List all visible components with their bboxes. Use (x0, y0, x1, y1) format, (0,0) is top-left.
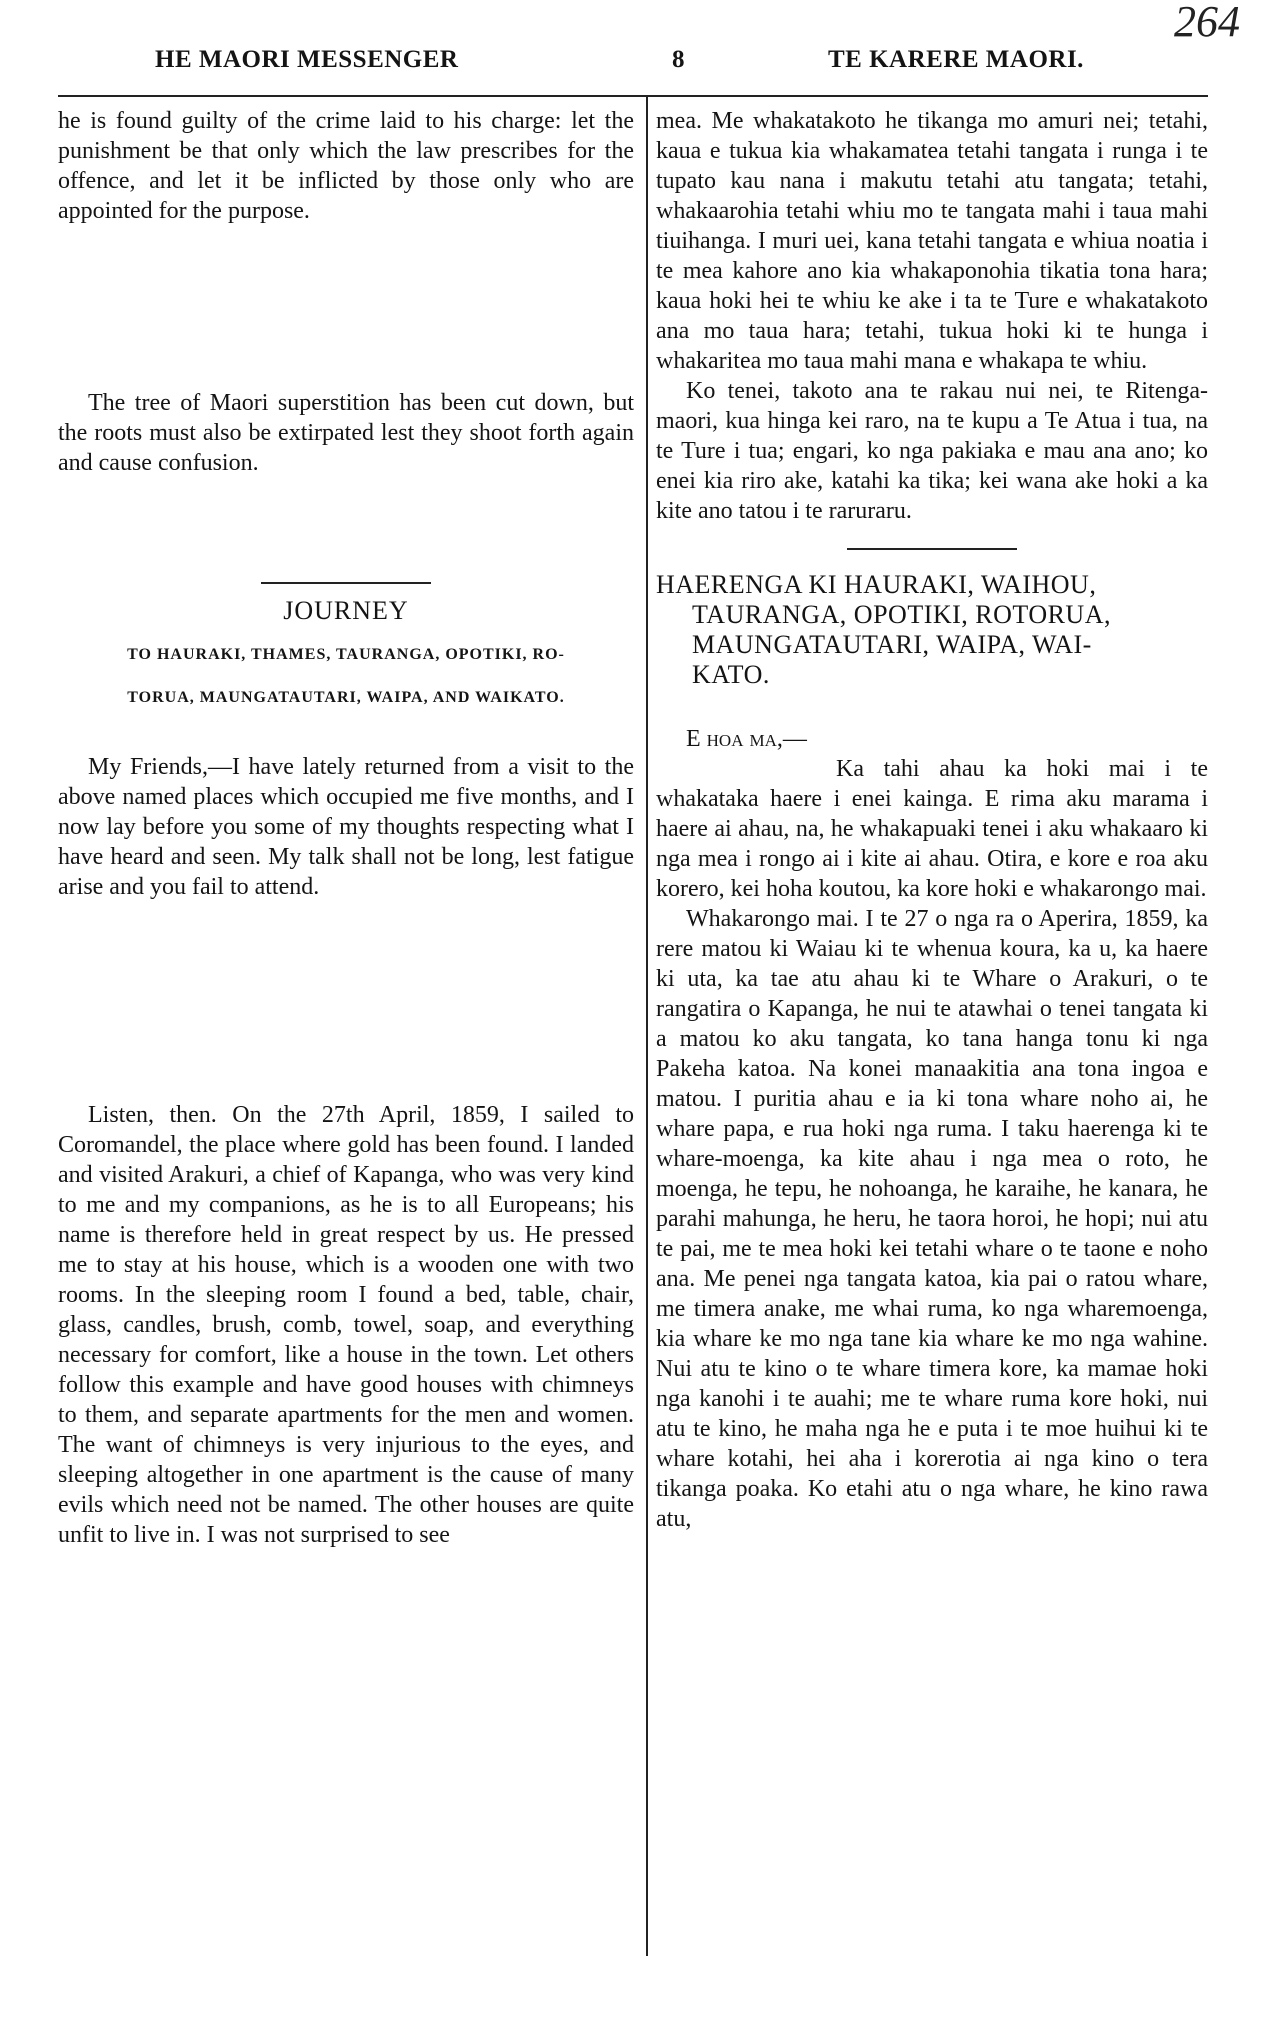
paragraph-mea: mea. Me whakatakoto he tikanga mo amuri nei; tetahi, kaua e tukua kia whakamatea tetahi tangata i runga i te tupato kau nana i makutu tetahi atu tangata; tetahi, whakaarohia tetahi whiu mo te tangata mahi i taua mahi tiuihanga. I muri uei, kana tetahi tangata e whiua noatia i te mea kahore ano kia whakaponohia tikatia tona hara; kaua hoki hei te whiu ke ake i ta te Ture e whakatakoto ana mo taua hara; tetahi, tukua hoki ki te hunga i whakaritea mo taua mahi mana e whakapa te whiu. (656, 108, 1208, 374)
english-column (58, 106, 634, 1550)
spacer (58, 902, 634, 1100)
header-rule (58, 95, 1208, 97)
haerenga-heading-line1: HAERENGA KI HAURAKI, WAIHOU, (656, 570, 1097, 599)
paragraph-listen: Listen, then. On the 27th April, 1859, I sailed to Coromandel, the place where gold has been found. I landed and visited Arakuri, a chief of Kapanga, who was very kind to me and my companions, as he is to all Europeans; his name is therefore held in great respect by us. He pressed me to stay at his house, which is a wooden one with two rooms. In the sleeping room I found a bed, table, chair, glass, candles, brush, comb, towel, soap, and everything necessary for comfort, like a house in the town. Let others follow this example and have good houses with chimneys to them, and separate apartments for the men and women. The want of chimneys is very injurious to the eyes, and sleeping altogether in one apartment is the cause of many evils which need not be named. The other houses are quite unfit to live in. I was not surprised to see (58, 1102, 634, 1548)
paragraph-my-friends: My Friends,—I have lately returned from a visit to the above named places which occupied me five months, and I now lay before you some of my thoughts respecting what I have heard and seen. My talk shall not be long, lest fatigue arise and you fail to attend. (58, 754, 634, 900)
column-divider (646, 96, 648, 1956)
page-number: 8 (672, 46, 685, 73)
haerenga-heading-line3: MAUNGATAUTARI, WAIPA, WAI- (692, 630, 1092, 659)
running-head-english: HE MAORI MESSENGER (155, 46, 459, 73)
paragraph-ko-tenei: Ko tenei, takoto ana te rakau nui nei, te Ritenga-maori, kua hinga kei raro, na te kupu a Te Atua i tua, na te Ture i tua; engari, ko nga pakiaka e mau ana ano; ko enei kia riro ake, katahi ka tika; kei wana ake hoki a ka kite ano tatou i te raruraru. (656, 378, 1208, 524)
running-head-maori: TE KARERE MAORI. (828, 46, 1084, 73)
journey-heading: JOURNEY (283, 596, 409, 625)
paragraph-whakarongo: Whakarongo mai. I te 27 o nga ra o Aperira, 1859, ka rere matou ki Waiau ki te whenua koura, ka u, ka haere ki uta, ka tae atu ahau ki te Whare o Arakuri, o te rangatira o Kapanga, he nui te atawhai o tenei tangata ki a matou ko aku tangata, ko tana hanga tonu ki nga Pakeha katoa. Na konei manaakitia ana tona ingoa e matou. I puritia ahau e ia ki tona whare noho ai, he whare papa, e rua hoki nga ruma. I taku haerenga ki te whare-moenga, ka kite ahau i nga mea o roto, he moenga, he tepu, he nohoanga, he karaihe, he kanara, he parahi mahunga, he heru, he taora horoi, he hopi; nui atu te pai, me te mea hoki kei tetahi whare o te taone e noho ana. Me penei nga tangata katoa, kia pai o ratou whare, me timera anake, me whai ruma, ko nga wharemoenga, kia whare ke mo nga tane kia whare ke mo nga wahine. Nui atu te kino o te whare timera kore, ka mamae hoki nga kanohi i te auahi; me te whare ruma kore hoki, nui atu te kino, he maha nga he e puta i te moe huihui ki te whare kotahi, hei aha i korerotia ai nga kino o tera tikanga poaka. Ko etahi atu o nga whare, he kino rawa atu, (656, 906, 1208, 1532)
haerenga-heading-line4: KATO. (692, 660, 770, 689)
haerenga-heading-line2: TAURANGA, OPOTIKI, ROTORUA, (692, 600, 1111, 629)
journey-subheading-line1: TO HAURAKI, THAMES, TAURANGA, OPOTIKI, RO- (127, 646, 565, 663)
handwritten-page-number: 264 (1174, 0, 1240, 46)
spacer (58, 226, 634, 388)
paragraph-ka-tahi: Ka tahi ahau ka hoki mai i te whakataka haere i enei kainga. E rima aku marama i haere ai ahau, na, he whakapuaki tenei i aku whakaaro ki nga mea i rongo ai i kite ai ahau. Otira, e kore e roa aku korero, kei hoha koutou, ka kore hoki e whakarongo mai. (656, 756, 1208, 902)
haerenga-heading (656, 570, 1208, 690)
maori-column (656, 106, 1208, 1534)
paragraph-superstition: The tree of Maori superstition has been cut down, but the roots must also be extirpated lest they shoot forth again and cause confusion. (58, 390, 634, 476)
salutation: E hoa ma,— (686, 726, 807, 752)
spacer (58, 478, 634, 582)
journey-subheading-line2: TORUA, MAUNGATAUTARI, WAIPA, AND WAIKATO. (127, 689, 565, 706)
paragraph-crime: he is found guilty of the crime laid to his charge: let the punishment be that only which the law prescribes for the offence, and let it be inflicted by those only who are appointed for the purpose. (58, 108, 634, 224)
running-head (60, 46, 1210, 80)
